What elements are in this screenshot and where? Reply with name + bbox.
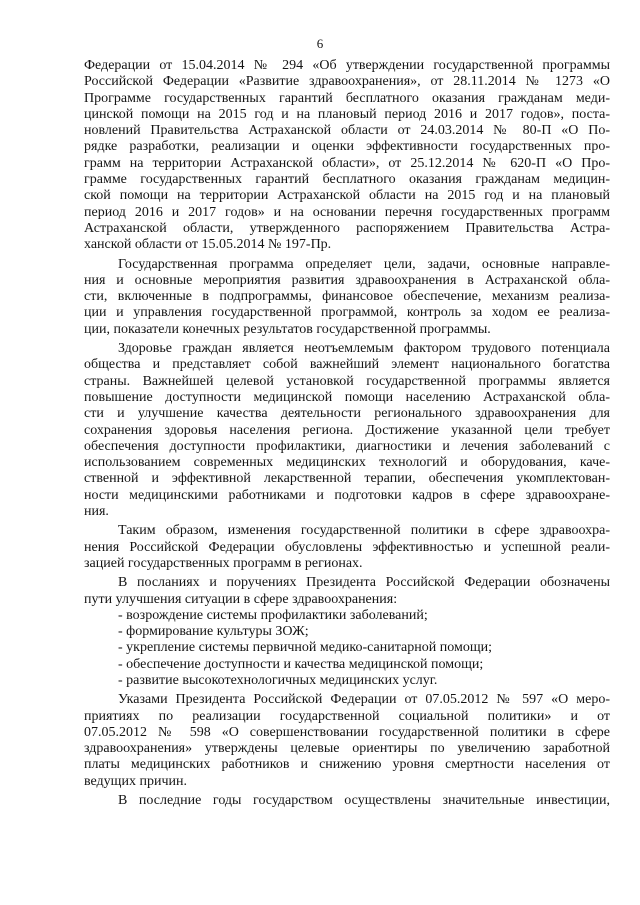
text-line: ханской области от 15.05.2014 № 197-Пр. [84, 237, 332, 253]
page-number: 6 [316, 36, 324, 51]
list-item: - обеспечение доступности и качества медицинской помощи; [118, 656, 484, 672]
text-line: обеспечения доступности профилактики, диагностики и лечения заболеваний с [84, 438, 610, 454]
text-line: Таким образом, изменения государственной политики в сфере здравоохра- [118, 523, 610, 539]
list-item: - возрождение системы профилактики заболеваний; [118, 607, 428, 623]
list-item: - развитие высокотехнологичных медицинских услуг. [118, 672, 438, 688]
text-line: грамме государственных гарантий бесплатного оказания гражданам медицин- [84, 172, 610, 188]
text-line: В посланиях и поручениях Президента Российской Федерации обозначены [118, 575, 610, 591]
text-line: цинской помощи на 2015 год и на плановый период 2016 и 2017 годов», поста- [84, 106, 610, 122]
bullet-list [84, 608, 610, 689]
text-line: ния и основные мероприятия развития здравоохранения в Астраханской обла- [84, 272, 610, 288]
paragraph [84, 692, 610, 790]
list-item: - формирование культуры ЗОЖ; [118, 624, 309, 640]
text-line: период 2016 и 2017 годов» и на основании перечня государственных программ [84, 204, 610, 220]
text-line: страны. Важнейшей целевой установкой государственной программы является [84, 373, 610, 389]
text-line: Федерации от 15.04.2014 № 294 «Об утверждении государственной программы [84, 58, 610, 73]
text-line: сти, включенные в подпрограммы, финансовое обеспечение, механизм реализа- [84, 289, 610, 305]
text-line: рядке разработки, реализации и оценки эффективности государственных про- [84, 139, 610, 155]
text-line: ции, показатели конечных результатов государственной программы. [84, 321, 491, 337]
text-line: сти и улучшение качества деятельности регионального здравоохранения для [84, 406, 610, 422]
text-line: Указами Президента Российской Федерации от 07.05.2012 № 597 «О меро- [118, 692, 610, 708]
list-item: - укрепление системы первичной медико-санитарной помощи; [118, 640, 492, 656]
text-line: Государственная программа определяет цели, задачи, основные направле- [118, 256, 610, 272]
text-line: Астраханской области, утвержденного распоряжением Правительства Астра- [84, 220, 610, 236]
document-body [84, 58, 610, 809]
text-line: здравоохранения» утверждены целевые ориентиры по увеличению заработной [84, 741, 610, 757]
text-line: пути улучшения ситуации в сфере здравоохранения: [84, 591, 398, 607]
text-line: Российской Федерации «Развитие здравоохранения», от 28.11.2014 № 1273 «О [84, 74, 610, 90]
text-line: Здоровье граждан является неотъемлемым фактором трудового потенциала [118, 341, 610, 357]
text-line: зацией государственных программ в регионах. [84, 555, 363, 571]
text-line: ской помощи на территории Астраханской области на 2015 год и на плановый [84, 188, 610, 204]
paragraph [84, 58, 610, 254]
text-line: сохранения здоровья населения региона. Достижение указанной цели требует [84, 422, 610, 438]
text-line: приятиях по реализации государственной социальной политики» и от [84, 708, 610, 724]
paragraph [84, 523, 610, 572]
text-line: В последние годы государством осуществлены значительные инвестиции, [118, 793, 610, 809]
text-line: ции и управления государственной программой, контроль за ходом ее реализа- [84, 305, 610, 321]
text-line: грамм на территории Астраханской области», от 25.12.2014 № 620-П «О Про- [84, 155, 610, 171]
text-line: ния. [84, 504, 109, 520]
paragraph [84, 257, 610, 338]
text-line: ности медицинскими работниками и подготовки кадров в сфере здравоохране- [84, 487, 610, 503]
text-line: нения Российской Федерации обусловлены эффективностью и успешной реали- [84, 539, 610, 555]
text-line: использованием современных медицинских технологий и оборудования, каче- [84, 455, 610, 471]
text-line: повышение доступности медицинской помощи населению Астраханской обла- [84, 389, 610, 405]
paragraph [84, 793, 610, 809]
text-line: 07.05.2012 № 598 «О совершенствовании государственной политики в сфере [84, 724, 610, 740]
paragraph [84, 575, 610, 608]
text-line: новлений Правительства Астраханской области от 24.03.2014 № 80-П «О По- [84, 123, 610, 139]
text-line: платы медицинских работников и снижению уровня смертности населения от [84, 757, 610, 773]
text-line: общества и представляет собой важнейший элемент национального богатства [84, 357, 610, 373]
text-line: Программе государственных гарантий бесплатного оказания гражданам меди- [84, 90, 610, 106]
text-line: ственной и эффективной лекарственной терапии, обеспечения укомплектован- [84, 471, 610, 487]
paragraph [84, 341, 610, 520]
text-line: ведущих причин. [84, 773, 187, 789]
